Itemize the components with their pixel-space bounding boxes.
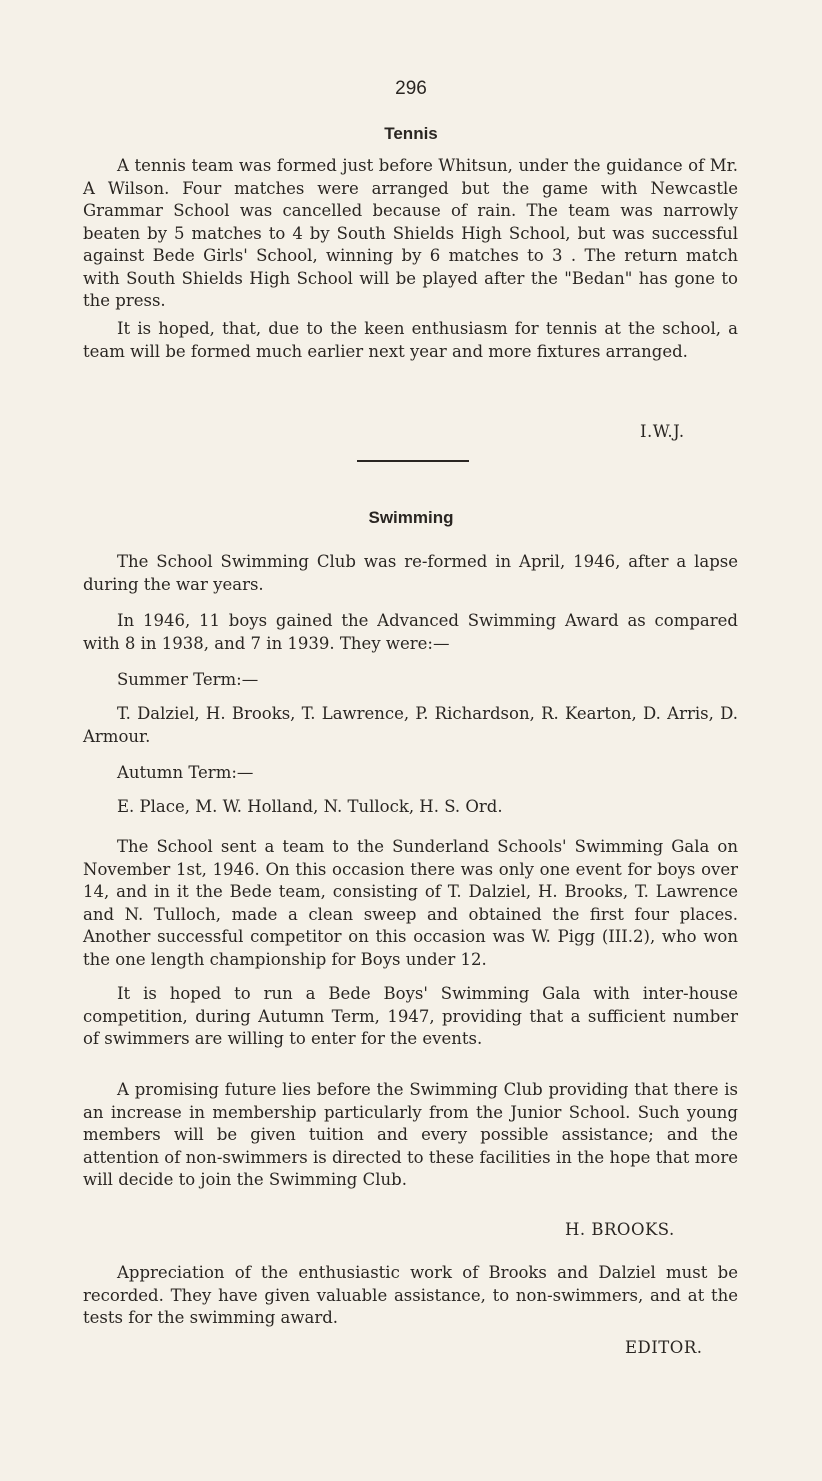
swimming-signature: H. BROOKS. bbox=[565, 1220, 675, 1239]
editor-signature: EDITOR. bbox=[625, 1338, 703, 1357]
tennis-heading: Tennis bbox=[384, 124, 438, 143]
autumn-term-label: Autumn Term:— bbox=[117, 763, 254, 782]
swimming-paragraph-future: A promising future lies before the Swimming Club providing that there is an increase in membership particularly from the Junior School. Such young members will be given tuition and every possible assistance; and the attention of non-swimmers is directed to these facilities in the hope that more will decide to join the Swimming Club. bbox=[83, 1080, 738, 1189]
summer-term-label: Summer Term:— bbox=[117, 670, 259, 689]
tennis-paragraph-1: A tennis team was formed just before Whitsun, under the guidance of Mr. A Wilson. Four matches were arranged but the game with Newcastle Grammar School was cancelled because of rain. The team was narrowly beaten by 5 matches to 4 by South Shields High School, but was successful against Bede Girls' School, winning by 6 matches to 3 . The return match with South Shields High School will be played after the "Bedan" has gone to the press. bbox=[83, 156, 738, 310]
swimming-paragraph-1: The School Swimming Club was re-formed in April, 1946, after a lapse during the war years. bbox=[83, 552, 738, 594]
tennis-signature: I.W.J. bbox=[640, 422, 685, 441]
page-number: 296 bbox=[395, 78, 427, 99]
swimming-paragraph-inter-house: It is hoped to run a Bede Boys' Swimming Gala with inter-house competition, during Autumn Term, 1947, providing that a sufficient number of swimmers are willing to enter for the events. bbox=[83, 984, 738, 1048]
autumn-term-names: E. Place, M. W. Holland, N. Tullock, H. S. Ord. bbox=[117, 797, 503, 816]
section-divider bbox=[357, 460, 469, 462]
summer-term-names: T. Dalziel, H. Brooks, T. Lawrence, P. Richardson, R. Kearton, D. Arris, D. Armour. bbox=[83, 704, 738, 746]
swimming-paragraph-gala: The School sent a team to the Sunderland Schools' Swimming Gala on November 1st, 1946. On this occasion there was only one event for boys over 14, and in it the Bede team, consisting of T. Dalziel, H. Brooks, T. Lawrence and N. Tulloch, made a clean sweep and obtained the first four places. Another successful competitor on this occasion was W. Pigg (III.2), who won the one length championship for Boys under 12. bbox=[83, 837, 738, 969]
swimming-heading: Swimming bbox=[368, 508, 454, 527]
swimming-paragraph-2: In 1946, 11 boys gained the Advanced Swimming Award as compared with 8 in 1938, and 7 in 1939. They were:— bbox=[83, 611, 738, 653]
editor-note: Appreciation of the enthusiastic work of Brooks and Dalziel must be recorded. They have given valuable assistance, to non-swimmers, and at the tests for the swimming award. bbox=[83, 1263, 738, 1327]
tennis-paragraph-2: It is hoped, that, due to the keen enthusiasm for tennis at the school, a team will be formed much earlier next year and more fixtures arranged. bbox=[83, 319, 738, 361]
